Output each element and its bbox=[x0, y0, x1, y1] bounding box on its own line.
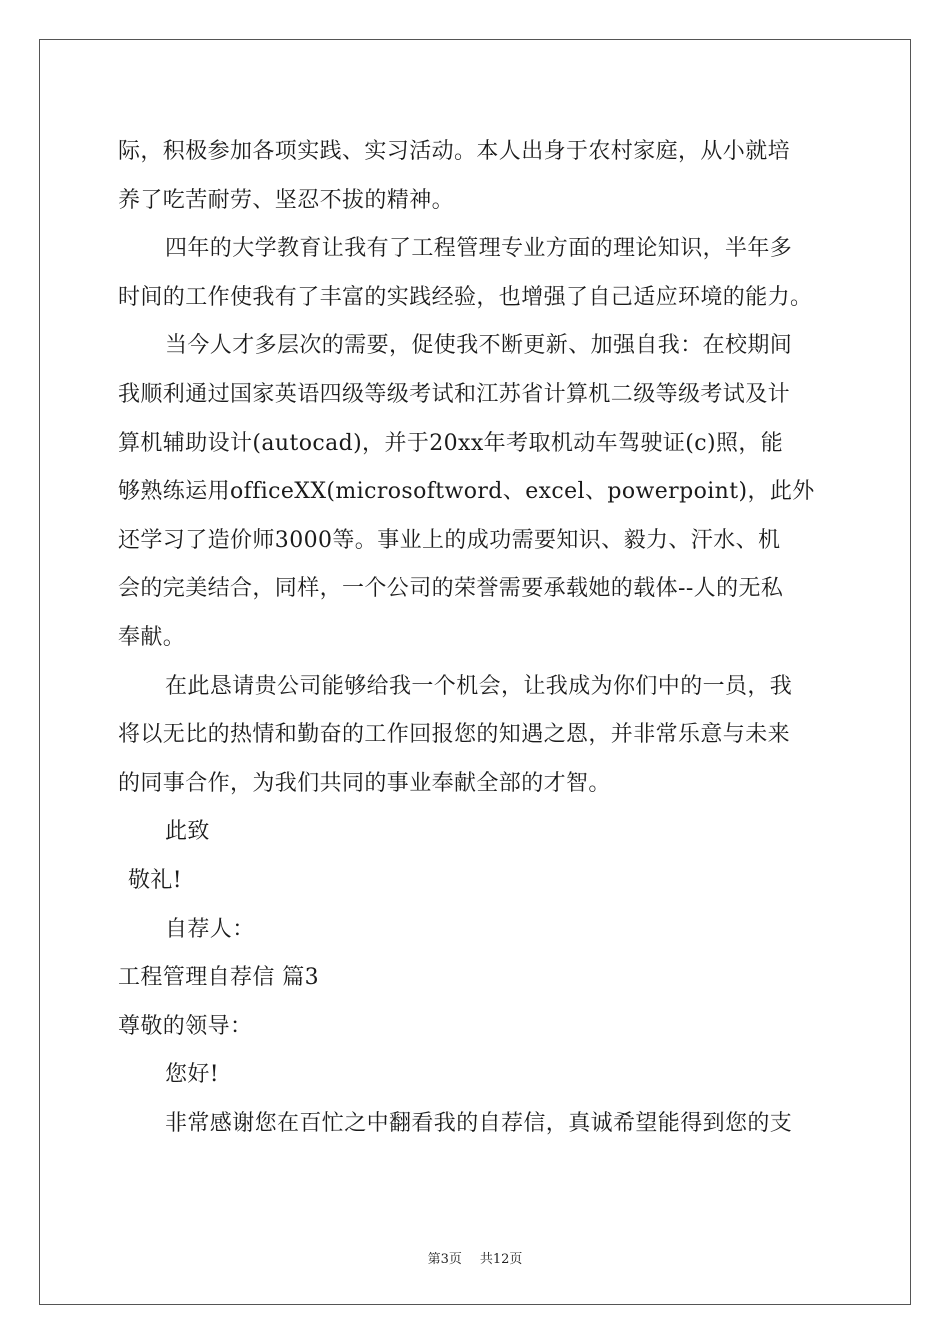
page-total: 共12页 bbox=[479, 1252, 523, 1267]
paragraph-start: 四年的大学教育让我有了工程管理专业方面的理论知识，半年多 bbox=[165, 236, 793, 262]
text-line: 时间的工作使我有了丰富的实践经验，也增强了自己适应环境的能力。 bbox=[118, 284, 813, 310]
text-line: 际，积极参加各项实践、实习活动。本人出身于农村家庭，从小就培 bbox=[118, 139, 791, 164]
text-line: 的同事合作，为我们共同的事业奉献全部的才智。 bbox=[118, 770, 611, 796]
text-line: 算机辅助设计(autocad)，并于20xx年考取机动车驾驶证(c)照，能 bbox=[118, 430, 784, 456]
text-line: 养了吃苦耐劳、坚忍不拔的精神。 bbox=[118, 187, 455, 213]
text-line: 会的完美结合，同样，一个公司的荣誉需要承载她的载体--人的无私 bbox=[118, 576, 784, 602]
signature-line: 自荐人： bbox=[165, 916, 255, 942]
letter-salutation: 尊敬的领导： bbox=[118, 1013, 253, 1039]
text-line: 我顺利通过国家英语四级等级考试和江苏省计算机二级等级考试及计 bbox=[118, 381, 791, 407]
text-line: 还学习了造价师3000等。事业上的成功需要知识、毅力、汗水、机 bbox=[118, 527, 781, 553]
closing-regards: 敬礼! bbox=[128, 867, 183, 893]
document-body bbox=[118, 128, 836, 1148]
text-line: 奉献。 bbox=[118, 624, 186, 650]
page-footer bbox=[0, 1248, 950, 1267]
text-line: 将以无比的热情和勤奋的工作回报您的知遇之恩，并非常乐意与未来 bbox=[118, 722, 791, 748]
closing-salutation: 此致 bbox=[165, 819, 210, 845]
page-number: 第3页 bbox=[427, 1252, 462, 1267]
paragraph-start: 非常感谢您在百忙之中翻看我的自荐信，真诚希望能得到您的支 bbox=[165, 1110, 793, 1136]
greeting: 您好! bbox=[165, 1062, 220, 1088]
paragraph-start: 当今人才多层次的需要，促使我不断更新、加强自我：在校期间 bbox=[165, 333, 793, 359]
section-heading: 工程管理自荐信 篇3 bbox=[118, 965, 319, 991]
paragraph-start: 在此恳请贵公司能够给我一个机会，让我成为你们中的一员，我 bbox=[165, 673, 793, 699]
text-line: 够熟练运用officeXX(microsoftword、excel、powerpoint)，此外 bbox=[118, 479, 815, 505]
